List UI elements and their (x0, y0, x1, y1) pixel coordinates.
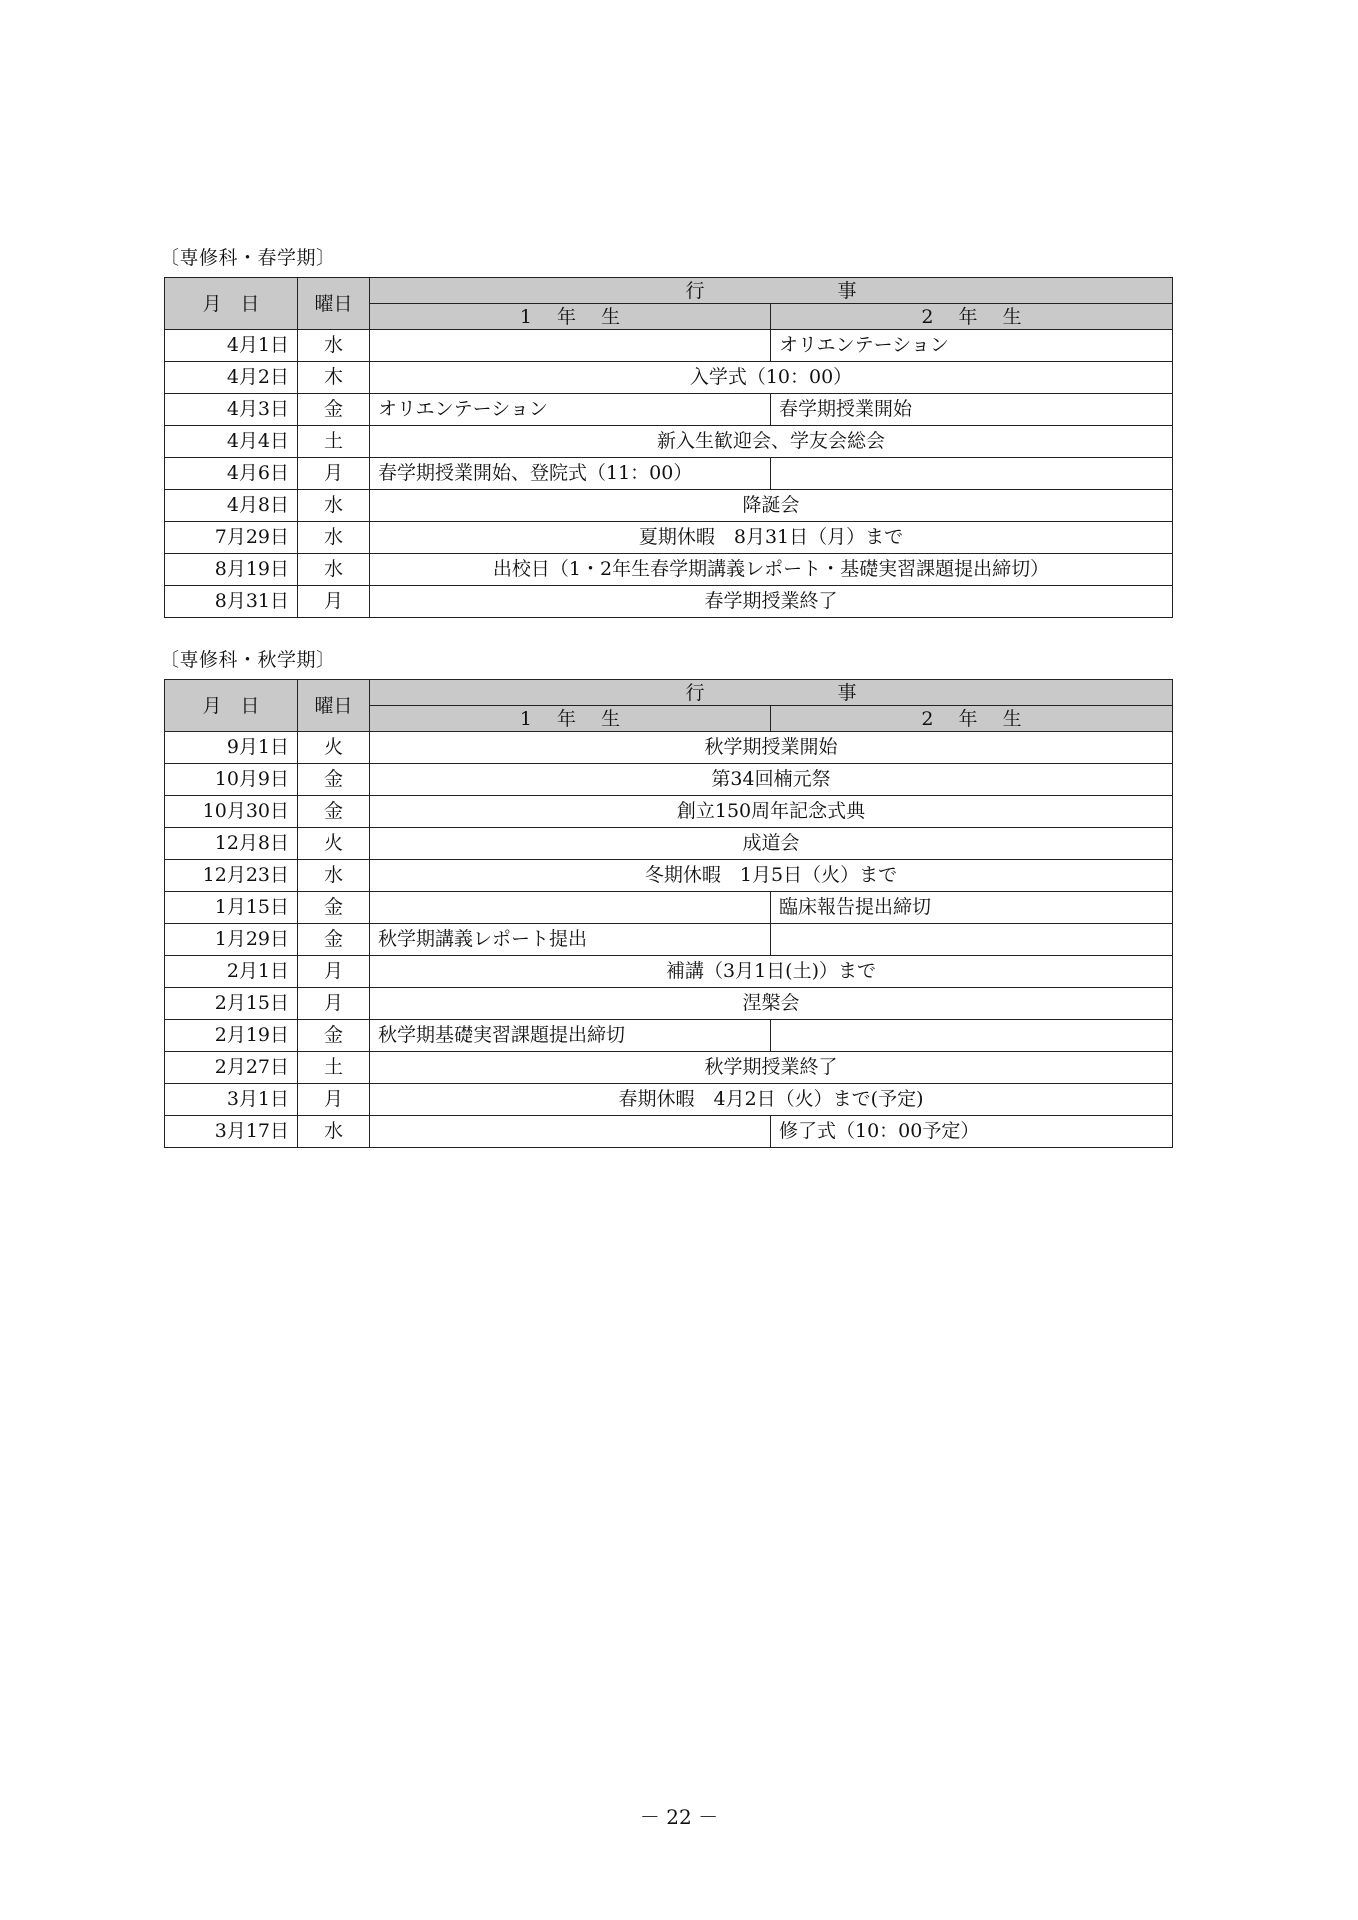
table-row (165, 764, 1173, 796)
date-cell: 2月27日 (165, 1052, 298, 1084)
table-row (165, 554, 1173, 586)
table-row (165, 426, 1173, 458)
header-year2: 2 年 生 (771, 706, 1173, 732)
day-of-week-cell: 金 (298, 796, 370, 828)
table-row (165, 988, 1173, 1020)
header-events: 行 事 (370, 680, 1173, 706)
event-both-years-cell: 第34回楠元祭 (370, 764, 1173, 796)
header-year2: 2 年 生 (771, 304, 1173, 330)
table-row (165, 732, 1173, 764)
date-cell: 1月15日 (165, 892, 298, 924)
event-both-years-cell: 補講（3月1日(土)）まで (370, 956, 1173, 988)
day-of-week-cell: 月 (298, 1084, 370, 1116)
day-of-week-cell: 水 (298, 860, 370, 892)
event-both-years-cell: 春学期授業終了 (370, 586, 1173, 618)
event-year2-cell: 春学期授業開始 (771, 394, 1173, 426)
day-of-week-cell: 月 (298, 956, 370, 988)
autumn-section-title: 〔専修科・秋学期〕 (160, 649, 336, 671)
event-year1-cell: オリエンテーション (370, 394, 771, 426)
table-row (165, 1052, 1173, 1084)
event-year1-cell: 秋学期講義レポート提出 (370, 924, 771, 956)
event-both-years-cell: 降誕会 (370, 490, 1173, 522)
table-row (165, 1084, 1173, 1116)
event-both-years-cell: 創立150周年記念式典 (370, 796, 1173, 828)
date-cell: 10月30日 (165, 796, 298, 828)
table-row (165, 394, 1173, 426)
date-cell: 12月8日 (165, 828, 298, 860)
day-of-week-cell: 火 (298, 732, 370, 764)
date-cell: 1月29日 (165, 924, 298, 956)
event-both-years-cell: 涅槃会 (370, 988, 1173, 1020)
day-of-week-cell: 火 (298, 828, 370, 860)
table-row (165, 330, 1173, 362)
date-cell: 7月29日 (165, 522, 298, 554)
table-row (165, 490, 1173, 522)
event-year2-cell: 修了式（10：00予定） (771, 1116, 1173, 1148)
table-row (165, 828, 1173, 860)
header-date: 月 日 (165, 680, 298, 732)
table-row (165, 586, 1173, 618)
autumn-schedule-table (164, 679, 1173, 1148)
event-both-years-cell: 秋学期授業開始 (370, 732, 1173, 764)
day-of-week-cell: 水 (298, 330, 370, 362)
date-cell: 2月15日 (165, 988, 298, 1020)
day-of-week-cell: 金 (298, 394, 370, 426)
date-cell: 4月1日 (165, 330, 298, 362)
header-year1: 1 年 生 (370, 304, 771, 330)
day-of-week-cell: 水 (298, 490, 370, 522)
day-of-week-cell: 土 (298, 426, 370, 458)
event-year2-cell (771, 1020, 1173, 1052)
spring-schedule-table (164, 277, 1173, 618)
header-day-of-week: 曜日 (298, 680, 370, 732)
event-both-years-cell: 新入生歓迎会、学友会総会 (370, 426, 1173, 458)
spring-table-body (165, 330, 1173, 618)
event-year2-cell: 臨床報告提出締切 (771, 892, 1173, 924)
day-of-week-cell: 水 (298, 522, 370, 554)
event-both-years-cell: 夏期休暇 8月31日（月）まで (370, 522, 1173, 554)
table-row (165, 924, 1173, 956)
date-cell: 9月1日 (165, 732, 298, 764)
event-both-years-cell: 入学式（10：00） (370, 362, 1173, 394)
table-row (165, 362, 1173, 394)
event-year2-cell: オリエンテーション (771, 330, 1173, 362)
date-cell: 4月8日 (165, 490, 298, 522)
header-year1: 1 年 生 (370, 706, 771, 732)
event-year2-cell (771, 924, 1173, 956)
table-row (165, 796, 1173, 828)
table-row (165, 956, 1173, 988)
event-both-years-cell: 秋学期授業終了 (370, 1052, 1173, 1084)
date-cell: 4月6日 (165, 458, 298, 490)
date-cell: 4月2日 (165, 362, 298, 394)
table-row (165, 892, 1173, 924)
day-of-week-cell: 金 (298, 1020, 370, 1052)
table-row (165, 860, 1173, 892)
date-cell: 4月3日 (165, 394, 298, 426)
table-row (165, 522, 1173, 554)
day-of-week-cell: 水 (298, 1116, 370, 1148)
event-year1-cell (370, 892, 771, 924)
event-year1-cell (370, 1116, 771, 1148)
event-year2-cell (771, 458, 1173, 490)
event-year1-cell: 春学期授業開始、登院式（11：00） (370, 458, 771, 490)
header-day-of-week: 曜日 (298, 278, 370, 330)
date-cell: 2月1日 (165, 956, 298, 988)
event-both-years-cell: 冬期休暇 1月5日（火）まで (370, 860, 1173, 892)
date-cell: 10月9日 (165, 764, 298, 796)
spring-section-title: 〔専修科・春学期〕 (160, 247, 336, 269)
day-of-week-cell: 水 (298, 554, 370, 586)
header-date: 月 日 (165, 278, 298, 330)
page-number: － 22 － (639, 1805, 719, 1829)
day-of-week-cell: 月 (298, 458, 370, 490)
day-of-week-cell: 金 (298, 924, 370, 956)
day-of-week-cell: 金 (298, 764, 370, 796)
header-events: 行 事 (370, 278, 1173, 304)
date-cell: 4月4日 (165, 426, 298, 458)
autumn-table-body (165, 732, 1173, 1148)
event-year1-cell (370, 330, 771, 362)
day-of-week-cell: 金 (298, 892, 370, 924)
date-cell: 3月17日 (165, 1116, 298, 1148)
date-cell: 12月23日 (165, 860, 298, 892)
table-row (165, 1116, 1173, 1148)
event-both-years-cell: 春期休暇 4月2日（火）まで(予定) (370, 1084, 1173, 1116)
table-row (165, 1020, 1173, 1052)
table-row (165, 458, 1173, 490)
day-of-week-cell: 木 (298, 362, 370, 394)
date-cell: 2月19日 (165, 1020, 298, 1052)
date-cell: 3月1日 (165, 1084, 298, 1116)
day-of-week-cell: 月 (298, 586, 370, 618)
event-both-years-cell: 成道会 (370, 828, 1173, 860)
day-of-week-cell: 月 (298, 988, 370, 1020)
event-year1-cell: 秋学期基礎実習課題提出締切 (370, 1020, 771, 1052)
day-of-week-cell: 土 (298, 1052, 370, 1084)
date-cell: 8月31日 (165, 586, 298, 618)
event-both-years-cell: 出校日（1・2年生春学期講義レポート・基礎実習課題提出締切） (370, 554, 1173, 586)
date-cell: 8月19日 (165, 554, 298, 586)
